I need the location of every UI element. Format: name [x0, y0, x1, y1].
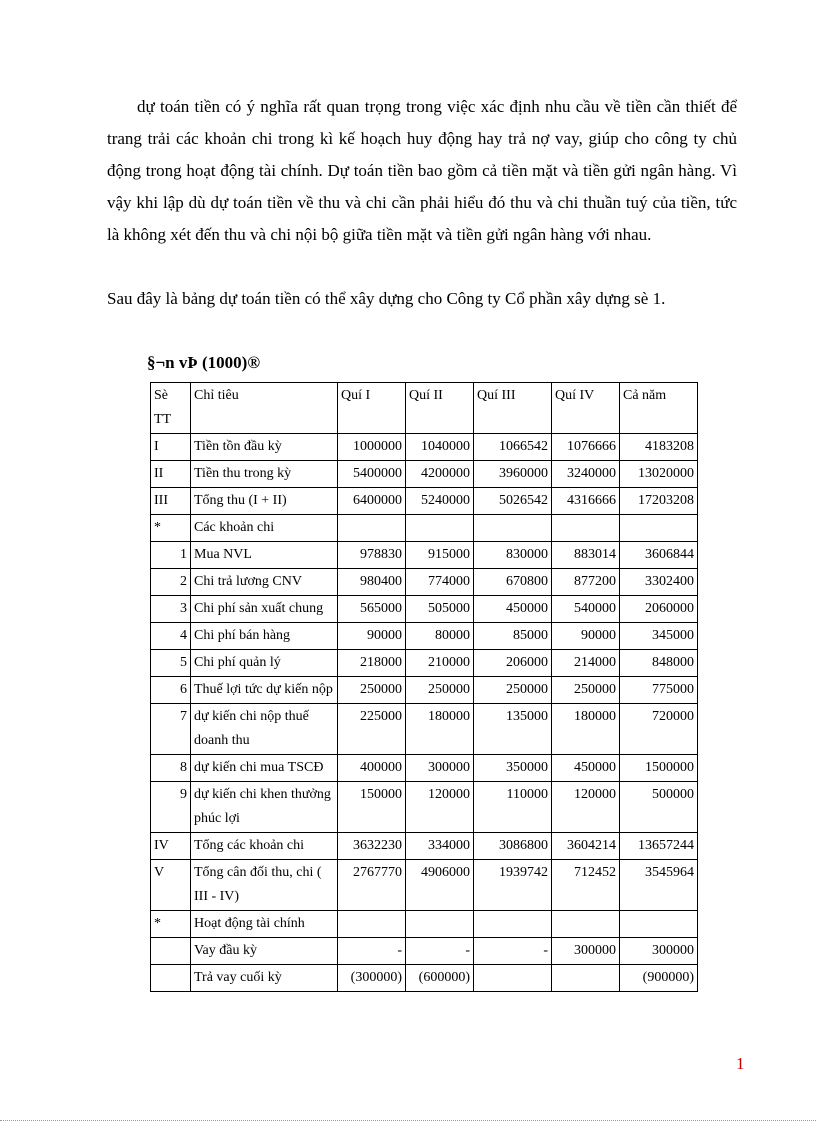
cash-budget-table [150, 382, 698, 992]
value-cell: 720000 [620, 704, 698, 755]
value-cell: 80000 [406, 623, 474, 650]
value-cell [620, 911, 698, 938]
value-cell: 4906000 [406, 860, 474, 911]
row-index-cell [151, 938, 191, 965]
row-label-cell: Thuế lợi tức dự kiến nộp [191, 677, 338, 704]
table-row [151, 650, 698, 677]
row-label-cell: Hoạt động tài chính [191, 911, 338, 938]
value-cell [552, 515, 620, 542]
value-cell: 775000 [620, 677, 698, 704]
row-label-cell: Vay đầu kỳ [191, 938, 338, 965]
value-cell: 225000 [338, 704, 406, 755]
table-body [151, 434, 698, 992]
value-cell: 450000 [474, 596, 552, 623]
value-cell: 90000 [338, 623, 406, 650]
value-cell: 90000 [552, 623, 620, 650]
value-cell: 3604214 [552, 833, 620, 860]
value-cell: 150000 [338, 782, 406, 833]
header-cell: Quí I [338, 383, 406, 434]
footer-divider [0, 1120, 816, 1121]
value-cell: 345000 [620, 623, 698, 650]
value-cell [474, 515, 552, 542]
row-index-cell: * [151, 911, 191, 938]
value-cell: (600000) [406, 965, 474, 992]
value-cell [338, 515, 406, 542]
value-cell: 5240000 [406, 488, 474, 515]
value-cell: 774000 [406, 569, 474, 596]
row-index-cell: 3 [151, 596, 191, 623]
row-index-cell: 4 [151, 623, 191, 650]
value-cell: 6400000 [338, 488, 406, 515]
value-cell: 17203208 [620, 488, 698, 515]
value-cell: (900000) [620, 965, 698, 992]
row-index-cell: 1 [151, 542, 191, 569]
table-row [151, 860, 698, 911]
value-cell [620, 515, 698, 542]
table-row [151, 782, 698, 833]
value-cell: 400000 [338, 755, 406, 782]
row-label-cell: Tiền tồn đầu kỳ [191, 434, 338, 461]
value-cell: 5026542 [474, 488, 552, 515]
row-index-cell: IV [151, 833, 191, 860]
value-cell: - [338, 938, 406, 965]
value-cell: 3606844 [620, 542, 698, 569]
table-row [151, 911, 698, 938]
value-cell: 250000 [406, 677, 474, 704]
row-label-cell: Tổng thu (I + II) [191, 488, 338, 515]
row-index-cell: 5 [151, 650, 191, 677]
value-cell: 712452 [552, 860, 620, 911]
header-cell: Quí III [474, 383, 552, 434]
row-index-cell: II [151, 461, 191, 488]
value-cell: 3960000 [474, 461, 552, 488]
value-cell: 1040000 [406, 434, 474, 461]
value-cell: 210000 [406, 650, 474, 677]
header-cell: Quí IV [552, 383, 620, 434]
value-cell: 4316666 [552, 488, 620, 515]
value-cell: 1939742 [474, 860, 552, 911]
value-cell: 978830 [338, 542, 406, 569]
header-cell: Sè TT [151, 383, 191, 434]
value-cell: 214000 [552, 650, 620, 677]
row-index-cell: V [151, 860, 191, 911]
value-cell [406, 911, 474, 938]
value-cell: 2767770 [338, 860, 406, 911]
value-cell: 334000 [406, 833, 474, 860]
table-header-row [151, 383, 698, 434]
value-cell: 565000 [338, 596, 406, 623]
row-label-cell: Mua NVL [191, 542, 338, 569]
row-label-cell: Chi trả lương CNV [191, 569, 338, 596]
row-index-cell: 9 [151, 782, 191, 833]
value-cell: 915000 [406, 542, 474, 569]
row-index-cell: * [151, 515, 191, 542]
value-cell: 3632230 [338, 833, 406, 860]
row-index-cell: 8 [151, 755, 191, 782]
value-cell: 4200000 [406, 461, 474, 488]
value-cell: 5400000 [338, 461, 406, 488]
row-index-cell: I [151, 434, 191, 461]
value-cell: 250000 [552, 677, 620, 704]
value-cell: 3240000 [552, 461, 620, 488]
value-cell: 250000 [474, 677, 552, 704]
table-row [151, 596, 698, 623]
value-cell: - [474, 938, 552, 965]
row-label-cell: dự kiến chi khen thưởng phúc lợi [191, 782, 338, 833]
table-row [151, 542, 698, 569]
value-cell: 848000 [620, 650, 698, 677]
table-row [151, 515, 698, 542]
value-cell: 3545964 [620, 860, 698, 911]
value-cell: 120000 [406, 782, 474, 833]
value-cell: 1066542 [474, 434, 552, 461]
unit-label: §¬n vÞ (1000)® [147, 353, 261, 372]
value-cell: 300000 [552, 938, 620, 965]
row-label-cell: dự kiến chi mua TSCĐ [191, 755, 338, 782]
table-intro-paragraph: Sau đây là bảng dự toán tiền có thể xây dựng cho Công ty Cổ phần xây dựng sè 1. [107, 289, 666, 308]
value-cell: 450000 [552, 755, 620, 782]
value-cell [552, 965, 620, 992]
header-cell: Chỉ tiêu [191, 383, 338, 434]
value-cell: 85000 [474, 623, 552, 650]
value-cell: 4183208 [620, 434, 698, 461]
value-cell: 13657244 [620, 833, 698, 860]
table-row [151, 677, 698, 704]
page-number: 1 [736, 1054, 745, 1073]
table-row [151, 434, 698, 461]
value-cell: 980400 [338, 569, 406, 596]
header-cell: Quí II [406, 383, 474, 434]
value-cell: 830000 [474, 542, 552, 569]
row-label-cell: Tổng các khoản chi [191, 833, 338, 860]
value-cell: 250000 [338, 677, 406, 704]
row-index-cell: 7 [151, 704, 191, 755]
row-index-cell: 6 [151, 677, 191, 704]
row-index-cell: 2 [151, 569, 191, 596]
row-label-cell: Chi phí quản lý [191, 650, 338, 677]
table-row [151, 833, 698, 860]
table-row [151, 755, 698, 782]
row-label-cell: Trả vay cuối kỳ [191, 965, 338, 992]
value-cell [406, 515, 474, 542]
value-cell: 180000 [406, 704, 474, 755]
value-cell: 505000 [406, 596, 474, 623]
value-cell: 300000 [620, 938, 698, 965]
row-index-cell: III [151, 488, 191, 515]
row-label-cell: Chi phí sản xuất chung [191, 596, 338, 623]
value-cell: 135000 [474, 704, 552, 755]
value-cell: 180000 [552, 704, 620, 755]
value-cell: 3302400 [620, 569, 698, 596]
value-cell [474, 965, 552, 992]
value-cell: 1000000 [338, 434, 406, 461]
row-label-cell: Tổng cân đối thu, chi ( III - IV) [191, 860, 338, 911]
value-cell: 2060000 [620, 596, 698, 623]
value-cell: 110000 [474, 782, 552, 833]
value-cell: 206000 [474, 650, 552, 677]
table-row [151, 938, 698, 965]
value-cell: 877200 [552, 569, 620, 596]
value-cell: 670800 [474, 569, 552, 596]
row-label-cell: dự kiến chi nộp thuế doanh thu [191, 704, 338, 755]
table-row [151, 488, 698, 515]
value-cell: - [406, 938, 474, 965]
value-cell: (300000) [338, 965, 406, 992]
table-row [151, 569, 698, 596]
value-cell: 218000 [338, 650, 406, 677]
row-label-cell: Các khoản chi [191, 515, 338, 542]
header-cell: Cả năm [620, 383, 698, 434]
row-index-cell [151, 965, 191, 992]
intro-paragraph: dự toán tiền có ý nghĩa rất quan trọng trong việc xác định nhu cầu về tiền cần thiết để trang trải các khoản chi trong kì kế hoạch huy động hay trả nợ vay, giúp cho công ty chủ động trong hoạt động tài chính. Dự toán tiền bao gồm cả tiền mặt và tiền gửi ngân hàng. Vì vậy khi lập dù dự toán tiền về thu và chi cần phải hiểu đó thu và chi thuần tuý của tiền, tức là không xét đến thu và chi nội bộ giữa tiền mặt và tiền gửi ngân hàng với nhau. [107, 97, 737, 244]
table-row [151, 965, 698, 992]
value-cell: 883014 [552, 542, 620, 569]
table-row [151, 461, 698, 488]
row-label-cell: Tiền thu trong kỳ [191, 461, 338, 488]
value-cell: 120000 [552, 782, 620, 833]
value-cell [474, 911, 552, 938]
value-cell: 13020000 [620, 461, 698, 488]
value-cell [552, 911, 620, 938]
table-row [151, 704, 698, 755]
value-cell [338, 911, 406, 938]
value-cell: 1500000 [620, 755, 698, 782]
value-cell: 500000 [620, 782, 698, 833]
value-cell: 540000 [552, 596, 620, 623]
row-label-cell: Chi phí bán hàng [191, 623, 338, 650]
value-cell: 350000 [474, 755, 552, 782]
table-row [151, 623, 698, 650]
value-cell: 3086800 [474, 833, 552, 860]
value-cell: 300000 [406, 755, 474, 782]
value-cell: 1076666 [552, 434, 620, 461]
